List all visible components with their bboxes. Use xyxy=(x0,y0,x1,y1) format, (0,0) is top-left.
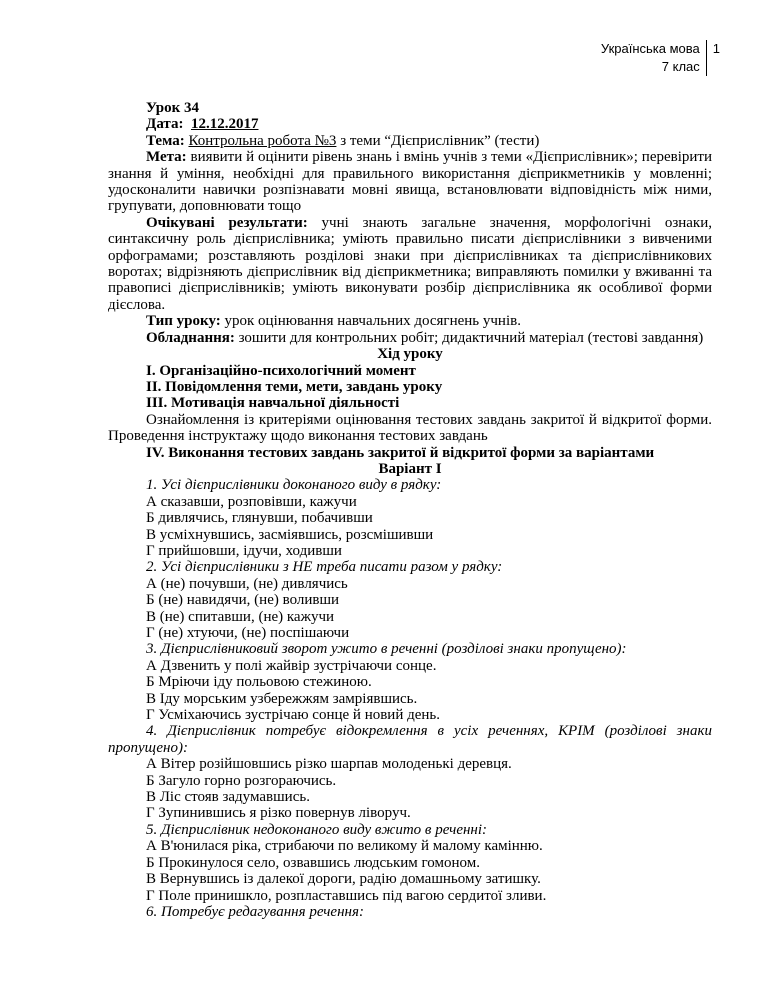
goal-label: Мета: xyxy=(146,149,187,166)
question-5 xyxy=(108,822,712,904)
answer-option: Г (не) хтуючи, (не) поспішаючи xyxy=(146,625,350,641)
variant-heading: Варіант І xyxy=(378,460,442,477)
lesson-content xyxy=(108,100,712,920)
answer-option: В усміхнувшись, засміявшись, розсмішивши xyxy=(146,526,434,543)
equipment-label: Обладнання: xyxy=(146,329,235,346)
topic-label: Тема: xyxy=(146,132,185,149)
page-number: 1 xyxy=(712,41,720,56)
stage-4: IV. Виконання тестових завдань закритої й відкритої форми за варіантами xyxy=(146,444,655,461)
answer-option: В Іду морським узбережжям замріявшись. xyxy=(146,690,418,707)
type-text: урок оцінювання навчальних досягнень учнів. xyxy=(220,313,521,330)
question-text: 4. Дієприслівник потребує відокремлення в усіх реченнях, КРІМ (розділові знаки пропущено): xyxy=(108,723,712,756)
answer-option: В (не) спитавши, (не) кажучи xyxy=(146,608,335,625)
question-text: 3. Дієприслівниковий зворот ужито в реченні (розділові знаки пропущено): xyxy=(146,641,627,658)
answer-option: Г Поле принишкло, розпластавшись під вагою сердитої зливи. xyxy=(146,887,547,904)
lesson-topic xyxy=(108,133,712,149)
stage-1: І. Організаційно-психологічний момент xyxy=(146,362,416,379)
stage-3-text: Ознайомлення із критеріями оцінювання тестових завдань закритої й відкритої форми. Проведення інструктажу щодо виконання тестових завдань xyxy=(108,411,712,445)
lesson-goal xyxy=(108,149,712,215)
answer-option: Б (не) навидячи, (не) воливши xyxy=(146,592,340,609)
stage-3: ІІІ. Мотивація навчальної діяльності xyxy=(146,395,400,412)
results-label: Очікувані результати: xyxy=(146,214,308,231)
answer-option: А (не) почувши, (не) дивлячись xyxy=(146,575,348,592)
stage-2: ІІ. Повідомлення теми, мети, завдань уроку xyxy=(146,378,443,395)
topic-underlined: Контрольна робота №3 xyxy=(188,132,337,149)
lesson-type xyxy=(108,313,712,329)
answer-option: Б Загуло горно розгораючись. xyxy=(146,772,337,789)
goal-text: виявити й оцінити рівень знань і вмінь учнів з теми «Дієприслівник»; перевірити знання й уміння, необхідні для правильного використання дієприкметників у мовленні; удосконалити навички розпізнавати мовні явища, встановлювати відповідність між ними, групувати, доповнювати тощо xyxy=(108,149,712,215)
answer-option: Б дивлячись, глянувши, побачивши xyxy=(146,510,373,527)
answer-option: В Ліс стояв задумавшись. xyxy=(146,789,310,806)
type-label: Тип уроку: xyxy=(146,313,221,330)
topic-rest: з теми “Дієприслівник” (тести) xyxy=(336,132,540,149)
course-heading: Хід уроку xyxy=(377,346,443,363)
header-grade: 7 клас xyxy=(661,59,700,74)
question-text: 5. Дієприслівник недоконаного виду вжито в реченні: xyxy=(146,821,488,838)
lesson-equipment xyxy=(108,330,712,346)
question-6 xyxy=(108,904,712,920)
date-label: Дата: xyxy=(146,116,184,133)
answer-option: Б Мріючи іду польовою стежиною. xyxy=(146,674,372,691)
lesson-number: Урок 34 xyxy=(146,100,200,116)
question-4 xyxy=(108,723,712,821)
answer-option: А В'юнилася ріка, стрибаючи по великому й малому камінню. xyxy=(146,838,543,855)
answer-option: Г Зупинившись я різко повернув ліворуч. xyxy=(146,805,411,822)
lesson-date xyxy=(108,116,712,132)
date-value: 12.12.2017 xyxy=(190,116,259,133)
answer-option: Б Прокинулося село, озвавшись людським гомоном. xyxy=(146,854,480,871)
header-text xyxy=(601,40,707,76)
answer-option: А Вітер розійшовшись різко шарпав молоденькі деревця. xyxy=(146,756,512,773)
question-3 xyxy=(108,641,712,723)
page-header xyxy=(601,40,720,76)
question-1 xyxy=(108,477,712,559)
answer-option: В Вернувшись із далекої дороги, радію домашньому затишку. xyxy=(146,871,541,888)
answer-option: Г Усміхаючись зустрічаю сонце й новий день. xyxy=(146,707,441,724)
answer-option: А Дзвенить у полі жайвір зустрічаючи сонце. xyxy=(146,657,437,674)
answer-option: А сказавши, розповівши, кажучи xyxy=(146,493,357,510)
question-text: 6. Потребує редагування речення: xyxy=(146,903,364,920)
answer-option: Г прийшовши, ідучи, ходивши xyxy=(146,542,342,559)
question-2 xyxy=(108,559,712,641)
results-text: учні знають загальне значення, морфологічні ознаки, синтаксичну роль дієприслівника; уміють правильно писати дієприслівники з вивченими орфограмами; розставляють розділові знаки при дієприслівниках та дієприслівникових воротах; відрізняють дієприслівник від дієприкметника; виправляють помилки у вживанні та правописі дієприслівників; уміють виконувати розбір дієприслівника як особливої форми дієслова. xyxy=(108,214,712,313)
header-subject: Українська мова xyxy=(600,41,700,56)
equipment-text: зошити для контрольних робіт; дидактичний матеріал (тестові завдання) xyxy=(234,329,704,346)
question-text: 2. Усі дієприслівники з НЕ треба писати разом у рядку: xyxy=(146,559,503,576)
lesson-results xyxy=(108,215,712,313)
question-text: 1. Усі дієприслівники доконаного виду в рядку: xyxy=(146,477,442,494)
